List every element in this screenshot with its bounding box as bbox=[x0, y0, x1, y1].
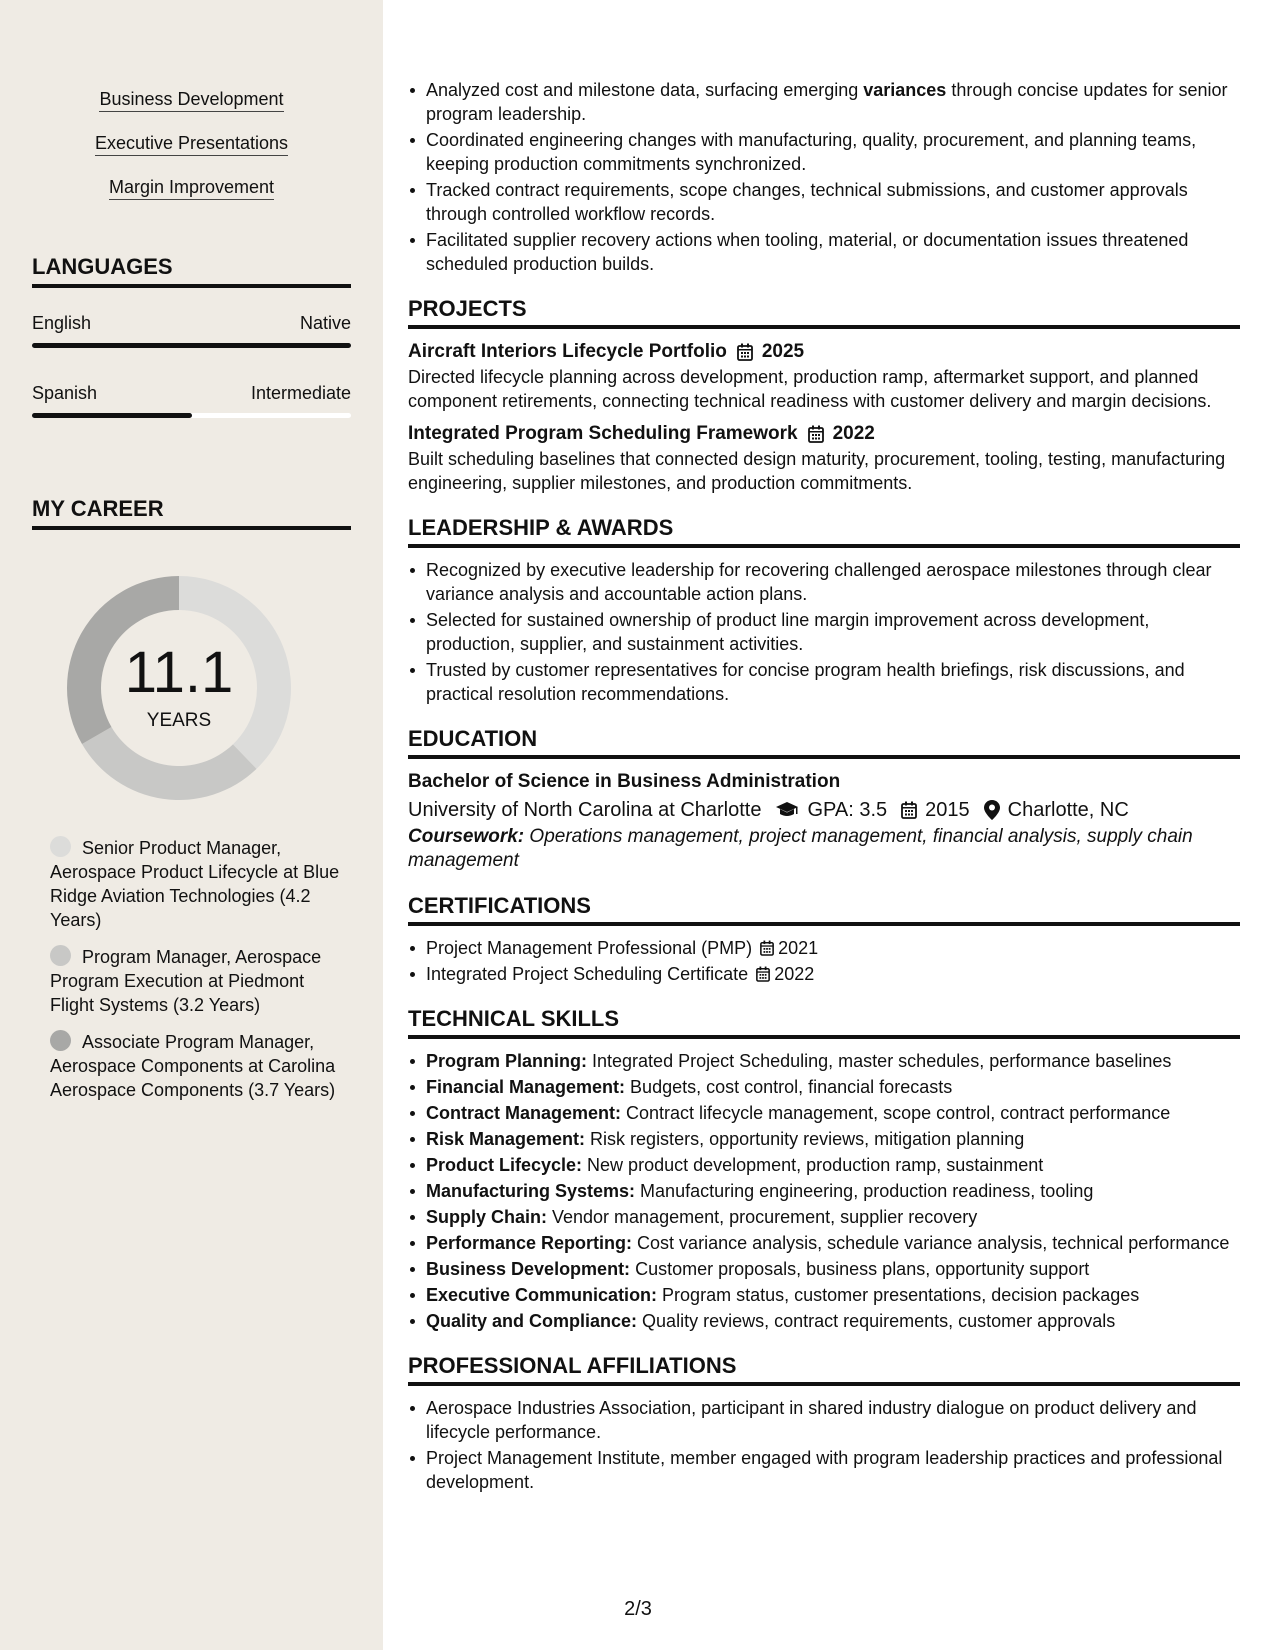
affiliations-heading: PROFESSIONAL AFFILIATIONS bbox=[408, 1353, 1240, 1386]
projects-heading: PROJECTS bbox=[408, 296, 1240, 329]
career-color-dot bbox=[50, 836, 71, 857]
experience-bullets bbox=[408, 78, 1240, 276]
career-color-dot bbox=[50, 945, 71, 966]
skill-item bbox=[408, 1309, 1240, 1333]
project-title-row bbox=[408, 339, 1240, 365]
language-level: Native bbox=[299, 313, 351, 333]
skill-name: Business Development: bbox=[426, 1259, 631, 1279]
calendar-icon bbox=[737, 343, 753, 361]
career-item-text: Program Manager, Aerospace Program Execution at Piedmont Flight Systems (3.2 Years) bbox=[50, 947, 322, 1015]
strength-item: Margin Improvement bbox=[109, 176, 274, 200]
career-item-text: Senior Product Manager, Aerospace Product Lifecycle at Blue Ridge Aviation Technologies (4.2 Years) bbox=[50, 838, 340, 930]
project-description: Built scheduling baselines that connected design maturity, procurement, tooling, testing, manufacturing engineering, supplier milestones, and production commitments. bbox=[408, 449, 1226, 493]
language-bar bbox=[32, 413, 351, 418]
page-number: 2/3 bbox=[624, 1598, 652, 1620]
career-donut bbox=[64, 573, 294, 803]
career-total-years: 11.1 bbox=[124, 640, 234, 705]
skill-detail: Contract lifecycle management, scope control, contract performance bbox=[621, 1103, 1171, 1123]
skill-detail: Manufacturing engineering, production readiness, tooling bbox=[635, 1181, 1094, 1201]
education-location: Charlotte, NC bbox=[1007, 799, 1129, 821]
skill-name: Product Lifecycle: bbox=[426, 1155, 583, 1175]
coursework-label: Coursework: bbox=[408, 826, 525, 847]
skill-name: Quality and Compliance: bbox=[426, 1311, 638, 1331]
calendar-icon bbox=[756, 966, 770, 982]
skill-name: Risk Management: bbox=[426, 1129, 586, 1149]
skill-name: Executive Communication: bbox=[426, 1285, 658, 1305]
project-date bbox=[737, 339, 804, 365]
skill-detail: Risk registers, opportunity reviews, mitigation planning bbox=[585, 1129, 1025, 1149]
languages-heading: LANGUAGES bbox=[32, 254, 351, 288]
certification-name: Project Management Professional (PMP) bbox=[426, 938, 753, 958]
certification-year: 2022 bbox=[774, 964, 815, 984]
affiliations-list bbox=[408, 1396, 1240, 1494]
graduation-cap-icon bbox=[775, 801, 799, 819]
skill-name: Manufacturing Systems: bbox=[426, 1181, 636, 1201]
project-item bbox=[408, 339, 1240, 413]
bullet-bold-text: variances bbox=[863, 80, 947, 100]
skill-name: Contract Management: bbox=[426, 1103, 622, 1123]
education-coursework bbox=[408, 825, 1240, 873]
skill-name: Supply Chain: bbox=[426, 1207, 547, 1227]
skill-item bbox=[408, 1101, 1240, 1125]
project-date bbox=[808, 421, 875, 447]
certifications-list bbox=[408, 936, 1240, 986]
skill-item bbox=[408, 1205, 1240, 1229]
language-level: Intermediate bbox=[250, 383, 351, 403]
skill-name: Performance Reporting: bbox=[426, 1233, 633, 1253]
certifications-heading: CERTIFICATIONS bbox=[408, 893, 1240, 926]
main-content bbox=[408, 78, 1240, 1496]
career-list bbox=[50, 836, 340, 1115]
skills-list bbox=[408, 1049, 1240, 1333]
leadership-item: Trusted by customer representatives for concise program health briefings, risk discussions, and practical resolution recommendations. bbox=[408, 658, 1240, 706]
donut-center bbox=[64, 573, 294, 803]
strength-item: Business Development bbox=[99, 88, 283, 112]
education-year: 2015 bbox=[925, 799, 970, 821]
leadership-heading: LEADERSHIP & AWARDS bbox=[408, 515, 1240, 548]
project-item bbox=[408, 421, 1240, 495]
career-color-dot bbox=[50, 1030, 71, 1051]
education-degree: Bachelor of Science in Business Administration bbox=[408, 771, 841, 792]
affiliation-item: Project Management Institute, member engaged with program leadership practices and professional development. bbox=[408, 1446, 1240, 1494]
project-year: 2022 bbox=[832, 423, 875, 444]
career-heading: MY CAREER bbox=[32, 496, 351, 530]
skill-item bbox=[408, 1049, 1240, 1073]
education-item bbox=[408, 769, 1240, 873]
language-bar-fill bbox=[32, 413, 192, 418]
language-row bbox=[32, 383, 351, 404]
leadership-item: Recognized by executive leadership for recovering challenged aerospace milestones through clear variance analysis and accountable action plans. bbox=[408, 558, 1240, 606]
career-item bbox=[50, 945, 340, 1017]
calendar-icon bbox=[901, 801, 917, 819]
project-title: Integrated Program Scheduling Framework bbox=[408, 423, 798, 444]
strength-item: Executive Presentations bbox=[95, 132, 288, 156]
experience-bullet: Tracked contract requirements, scope changes, technical submissions, and customer approvals through controlled workflow records. bbox=[408, 178, 1240, 226]
language-bar bbox=[32, 343, 351, 348]
project-title: Aircraft Interiors Lifecycle Portfolio bbox=[408, 341, 727, 362]
strengths-list bbox=[0, 88, 383, 220]
project-year: 2025 bbox=[761, 341, 805, 362]
experience-bullet bbox=[408, 78, 1240, 126]
education-details bbox=[408, 795, 1240, 825]
calendar-icon bbox=[808, 425, 824, 443]
education-heading: EDUCATION bbox=[408, 726, 1240, 759]
skill-item bbox=[408, 1127, 1240, 1151]
skill-item bbox=[408, 1257, 1240, 1281]
skill-detail: Customer proposals, business plans, opportunity support bbox=[630, 1259, 1090, 1279]
education-school: University of North Carolina at Charlotte bbox=[408, 799, 762, 821]
skill-detail: Integrated Project Scheduling, master schedules, performance baselines bbox=[587, 1051, 1172, 1071]
skill-item bbox=[408, 1153, 1240, 1177]
skills-heading: TECHNICAL SKILLS bbox=[408, 1006, 1240, 1039]
certification-item bbox=[408, 962, 1240, 986]
leadership-item: Selected for sustained ownership of product line margin improvement across development, production, supplier, and sustainment activities. bbox=[408, 608, 1240, 656]
skill-detail: Budgets, cost control, financial forecasts bbox=[625, 1077, 953, 1097]
skill-detail: Quality reviews, contract requirements, customer approvals bbox=[637, 1311, 1116, 1331]
certification-item bbox=[408, 936, 1240, 960]
skill-item bbox=[408, 1179, 1240, 1203]
project-description: Directed lifecycle planning across development, production ramp, aftermarket support, and planned component retirements, connecting technical readiness with customer delivery and margin decisions. bbox=[408, 367, 1212, 411]
skill-item bbox=[408, 1283, 1240, 1307]
skill-detail: Program status, customer presentations, decision packages bbox=[657, 1285, 1140, 1305]
skill-detail: Cost variance analysis, schedule variance analysis, technical performance bbox=[632, 1233, 1230, 1253]
skill-name: Program Planning: bbox=[426, 1051, 588, 1071]
bullet-text: Analyzed cost and milestone data, surfacing emerging bbox=[426, 80, 864, 100]
sidebar bbox=[0, 0, 383, 1650]
language-name: English bbox=[32, 313, 92, 333]
career-item-text: Associate Program Manager, Aerospace Components at Carolina Aerospace Components (3.7 Years) bbox=[50, 1032, 336, 1100]
education-gpa: GPA: 3.5 bbox=[807, 799, 888, 821]
location-pin-icon bbox=[984, 800, 1000, 820]
leadership-list bbox=[408, 558, 1240, 706]
bullet-text: through concise updates for senior program leadership. bbox=[426, 80, 1228, 124]
calendar-icon bbox=[760, 940, 774, 956]
certification-year: 2021 bbox=[778, 938, 819, 958]
certification-name: Integrated Project Scheduling Certificate bbox=[426, 964, 749, 984]
affiliation-item: Aerospace Industries Association, participant in shared industry dialogue on product delivery and lifecycle performance. bbox=[408, 1396, 1240, 1444]
career-item bbox=[50, 1030, 340, 1102]
career-total-unit: YEARS bbox=[146, 710, 212, 731]
skill-detail: New product development, production ramp, sustainment bbox=[582, 1155, 1044, 1175]
experience-bullet: Facilitated supplier recovery actions when tooling, material, or documentation issues threatened scheduled production builds. bbox=[408, 228, 1240, 276]
coursework-text: Operations management, project management, financial analysis, supply chain management bbox=[408, 826, 1193, 871]
skill-item bbox=[408, 1075, 1240, 1099]
language-row bbox=[32, 313, 351, 334]
language-bar-fill bbox=[32, 343, 351, 348]
skill-name: Financial Management: bbox=[426, 1077, 626, 1097]
skill-item bbox=[408, 1231, 1240, 1255]
language-name: Spanish bbox=[32, 383, 98, 403]
skill-detail: Vendor management, procurement, supplier recovery bbox=[547, 1207, 978, 1227]
experience-bullet: Coordinated engineering changes with manufacturing, quality, procurement, and planning teams, keeping production commitments synchronized. bbox=[408, 128, 1240, 176]
career-item bbox=[50, 836, 340, 932]
project-title-row bbox=[408, 421, 1240, 447]
